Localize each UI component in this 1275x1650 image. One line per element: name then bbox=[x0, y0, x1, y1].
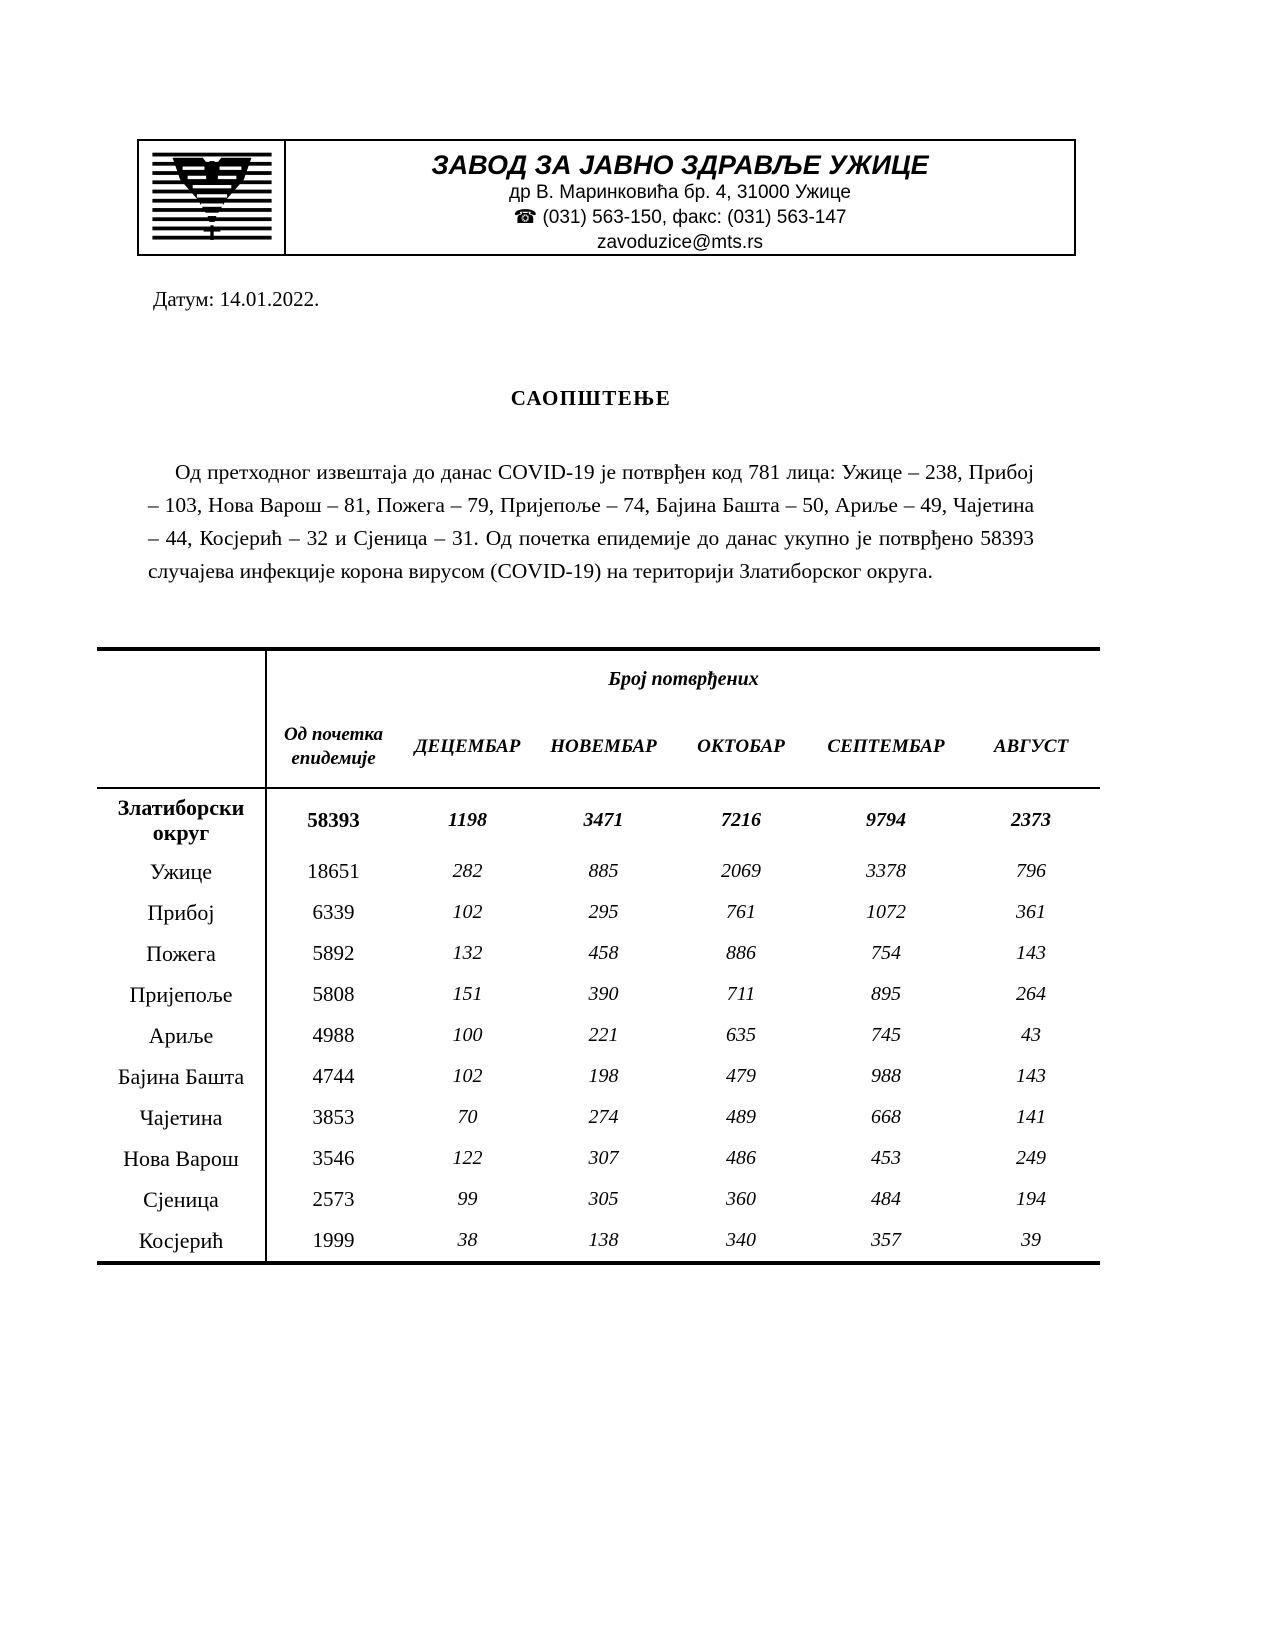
row-month-value: 143 bbox=[1016, 942, 1047, 964]
announcement-paragraph: Од претходног извештаја до данас COVID-19 је потврђен код 781 лица: Ужице – 238, Прибој – 103, Нова Варош – 81, Пожега – 79, Пријепоље – 74, Бајина Башта – 50, Ариље – 49, Чајетина – 44, Косјерић – 32 и Сјеница – 31. Од почетка епидемије до данас укупно је потврђено 58393 случајева инфекције корона вирусом (COVID-19) на територији Златиборског округа. bbox=[148, 460, 1034, 583]
row-month-value: 143 bbox=[1016, 1065, 1047, 1087]
row-month-value: 122 bbox=[452, 1147, 483, 1169]
row-month-value: 194 bbox=[1016, 1188, 1047, 1210]
row-total: 3546 bbox=[312, 1146, 355, 1170]
row-total: 5892 bbox=[312, 941, 355, 965]
letterhead-info bbox=[286, 141, 1074, 254]
row-total: 18651 bbox=[307, 859, 360, 883]
row-month-value: 198 bbox=[588, 1065, 619, 1087]
row-month-value: 249 bbox=[1016, 1147, 1047, 1169]
row-month-value: 390 bbox=[588, 983, 619, 1005]
row-name: Ужице bbox=[97, 851, 266, 892]
row-month-value: 754 bbox=[871, 942, 901, 964]
phone-icon: ☎ bbox=[513, 207, 538, 228]
row-month-value: 138 bbox=[588, 1229, 619, 1251]
row-month-value: 745 bbox=[871, 1024, 901, 1046]
row-month-value: 3378 bbox=[866, 860, 906, 882]
row-month-value: 885 bbox=[588, 860, 619, 882]
row-month-value: 39 bbox=[1021, 1229, 1042, 1251]
row-month-value: 151 bbox=[452, 983, 483, 1005]
table-row bbox=[97, 1138, 1100, 1179]
row-name: Сјеница bbox=[97, 1179, 266, 1220]
org-phone: (031) 563-150, факс: (031) 563-147 bbox=[542, 207, 847, 228]
table-header-top-row bbox=[97, 649, 1100, 707]
row-month-value: 264 bbox=[1016, 983, 1047, 1005]
row-month-value: 221 bbox=[588, 1024, 619, 1046]
column-header-epidemic-start: Од почетка епидемије bbox=[266, 707, 400, 788]
row-total: 4988 bbox=[312, 1023, 355, 1047]
row-name: Пожега bbox=[97, 933, 266, 974]
row-month-value: 668 bbox=[871, 1106, 901, 1128]
date-line: Датум: 14.01.2022. bbox=[153, 287, 320, 311]
table-row bbox=[97, 1220, 1100, 1263]
row-month-value: 102 bbox=[452, 901, 483, 923]
org-contacts bbox=[286, 205, 1074, 230]
table-row bbox=[97, 851, 1100, 892]
row-total: 4744 bbox=[312, 1064, 355, 1088]
row-name: Чајетина bbox=[97, 1097, 266, 1138]
row-month-value: 886 bbox=[726, 942, 756, 964]
row-total: 58393 bbox=[307, 807, 360, 832]
row-name: Прибој bbox=[97, 892, 266, 933]
row-month-value: 458 bbox=[588, 942, 619, 964]
row-month-value: 141 bbox=[1016, 1106, 1047, 1128]
row-total: 6339 bbox=[312, 900, 355, 924]
column-header-december: ДЕЦЕМБАР bbox=[400, 707, 535, 788]
row-name: Ариље bbox=[97, 1015, 266, 1056]
column-header-august: АВГУСТ bbox=[962, 707, 1100, 788]
row-month-value: 357 bbox=[871, 1229, 901, 1251]
column-header-october: ОКТОБАР bbox=[672, 707, 810, 788]
row-month-value: 895 bbox=[871, 983, 901, 1005]
row-name: Косјерић bbox=[97, 1220, 266, 1263]
row-month-value: 360 bbox=[726, 1188, 756, 1210]
row-total: 1999 bbox=[312, 1228, 355, 1252]
org-address: др В. Маринковића бр. 4, 31000 Ужице bbox=[509, 182, 851, 203]
row-month-value: 796 bbox=[1016, 860, 1047, 882]
row-total: 5808 bbox=[312, 982, 355, 1006]
covid-statistics-table bbox=[97, 647, 1100, 1265]
column-header-november: НОВЕМБАР bbox=[535, 707, 672, 788]
row-name: Бајина Башта bbox=[97, 1056, 266, 1097]
table-row bbox=[97, 1015, 1100, 1056]
table-row bbox=[97, 1097, 1100, 1138]
table-span-header: Број потврђених bbox=[608, 667, 759, 690]
column-header-september: СЕПТЕМБАР bbox=[810, 707, 962, 788]
row-month-value: 43 bbox=[1021, 1024, 1042, 1046]
table-row bbox=[97, 1179, 1100, 1220]
org-name: ЗАВОД ЗА ЈАВНО ЗДРАВЉЕ УЖИЦЕ bbox=[431, 150, 929, 180]
row-month-value: 2373 bbox=[1011, 808, 1052, 831]
row-month-value: 453 bbox=[871, 1147, 901, 1169]
row-total: 2573 bbox=[312, 1187, 355, 1211]
row-month-value: 295 bbox=[588, 901, 619, 923]
row-month-value: 1072 bbox=[866, 901, 906, 923]
row-total: 3853 bbox=[312, 1105, 355, 1129]
row-month-value: 988 bbox=[871, 1065, 901, 1087]
row-month-value: 3471 bbox=[583, 808, 624, 831]
row-month-value: 9794 bbox=[866, 808, 906, 831]
table-row bbox=[97, 892, 1100, 933]
row-month-value: 7216 bbox=[721, 808, 761, 831]
row-month-value: 100 bbox=[452, 1024, 483, 1046]
table-row bbox=[97, 1056, 1100, 1097]
row-month-value: 340 bbox=[726, 1229, 756, 1251]
row-month-value: 486 bbox=[726, 1147, 756, 1169]
letterhead bbox=[137, 139, 1076, 256]
row-name: Пријепоље bbox=[97, 974, 266, 1015]
row-month-value: 132 bbox=[452, 942, 483, 964]
row-month-value: 711 bbox=[726, 983, 756, 1005]
logo-cell bbox=[139, 141, 286, 254]
row-name: Нова Варош bbox=[97, 1138, 266, 1179]
row-month-value: 274 bbox=[588, 1106, 619, 1128]
row-month-value: 305 bbox=[588, 1188, 619, 1210]
org-email: zavoduzice@mts.rs bbox=[596, 232, 764, 253]
org-logo bbox=[149, 151, 275, 245]
row-month-value: 38 bbox=[457, 1229, 478, 1251]
corner-cell bbox=[97, 649, 266, 788]
row-month-value: 282 bbox=[452, 860, 483, 882]
row-month-value: 99 bbox=[457, 1188, 478, 1210]
row-name: Златиборски округ bbox=[97, 788, 266, 851]
row-month-value: 307 bbox=[588, 1147, 619, 1169]
row-month-value: 102 bbox=[452, 1065, 483, 1087]
document-title: САОПШТЕЊЕ bbox=[510, 386, 672, 410]
row-month-value: 479 bbox=[726, 1065, 756, 1087]
table-row bbox=[97, 974, 1100, 1015]
row-month-value: 761 bbox=[726, 901, 756, 923]
row-month-value: 70 bbox=[457, 1106, 478, 1128]
row-month-value: 2069 bbox=[721, 860, 761, 882]
row-month-value: 635 bbox=[726, 1024, 756, 1046]
row-month-value: 484 bbox=[871, 1188, 901, 1210]
row-month-value: 489 bbox=[726, 1106, 756, 1128]
row-month-value: 361 bbox=[1016, 901, 1047, 923]
table-row bbox=[97, 788, 1100, 851]
row-month-value: 1198 bbox=[448, 808, 487, 831]
table-row bbox=[97, 933, 1100, 974]
